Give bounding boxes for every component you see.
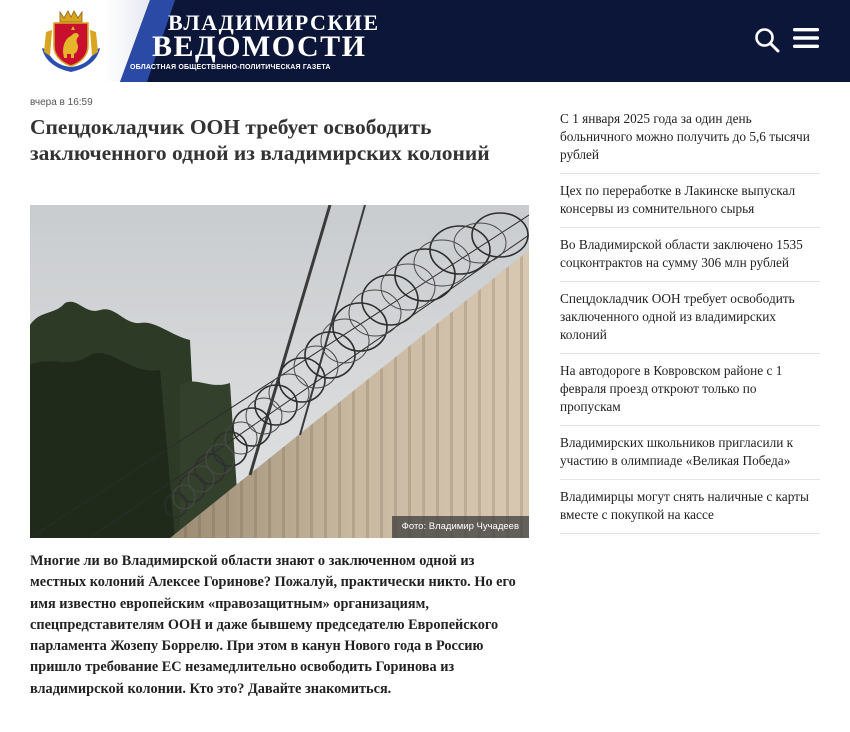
menu-icon[interactable] bbox=[792, 27, 820, 49]
article-title: Спецдокладчик ООН требует освободить заключенного одной из владимирских колоний bbox=[30, 115, 490, 165]
news-item-text[interactable]: С 1 января 2025 года за один день больничного можно получить до 5,6 тысячи рублей bbox=[560, 111, 810, 162]
news-item-text[interactable]: Спецдокладчик ООН требует освободить заключенного одной из владимирских колоний bbox=[560, 291, 795, 342]
news-sidebar bbox=[560, 102, 820, 534]
sidebar-news-item[interactable] bbox=[560, 480, 820, 534]
sidebar-news-item[interactable] bbox=[560, 174, 820, 228]
brand-subtitle: ОБЛАСТНАЯ ОБЩЕСТВЕННО-ПОЛИТИЧЕСКАЯ ГАЗЕТА bbox=[130, 64, 331, 71]
sidebar-news-item[interactable] bbox=[560, 354, 820, 426]
barbed-wire-fence-image bbox=[30, 205, 529, 538]
sidebar-news-item[interactable] bbox=[560, 282, 820, 354]
sidebar-news-item[interactable] bbox=[560, 102, 820, 174]
brand-line2[interactable]: ВЕДОМОСТИ bbox=[152, 30, 367, 63]
photo-credit: Фото: Владимир Чучадеев bbox=[392, 516, 529, 538]
news-item-text[interactable]: Цех по переработке в Лакинске выпускал консервы из сомнительного сырья bbox=[560, 183, 796, 216]
news-item-text[interactable]: Во Владимирской области заключено 1535 соцконтрактов на сумму 306 млн рублей bbox=[560, 237, 803, 270]
site-header bbox=[0, 0, 850, 82]
sidebar-news-item[interactable] bbox=[560, 426, 820, 480]
news-item-text[interactable]: Владимирских школьников пригласили к участию в олимпиаде «Великая Победа» bbox=[560, 435, 794, 468]
article-photo bbox=[30, 205, 529, 538]
search-icon[interactable] bbox=[754, 27, 780, 53]
article-lead: Многие ли во Владимирской области знают о заключенном одной из местных колоний Алексее Горинове? Пожалуй, практически никто. Но его имя известно европейским «правозащитным» организациям, спецпредставителям ООН и даже бывшему председателю Европейского парламента Жозепу Боррелю. При этом в канун Нового года в Россию пришло требование ЕС незамедлительно освободить Горинова из владимирской колонии. Кто это? Давайте знакомиться. bbox=[30, 553, 516, 697]
news-item-text[interactable]: На автодороге в Ковровском районе с 1 февраля проезд откроют только по пропускам bbox=[560, 363, 783, 414]
sidebar-news-item[interactable] bbox=[560, 228, 820, 282]
article-timestamp: вчера в 16:59 bbox=[30, 97, 93, 108]
coat-of-arms-icon[interactable] bbox=[38, 8, 104, 76]
news-item-text[interactable]: Владимирцы могут снять наличные с карты вместе с покупкой на кассе bbox=[560, 489, 809, 522]
brand-line1[interactable]: ВЛАДИМИРСКИЕ bbox=[168, 10, 380, 35]
